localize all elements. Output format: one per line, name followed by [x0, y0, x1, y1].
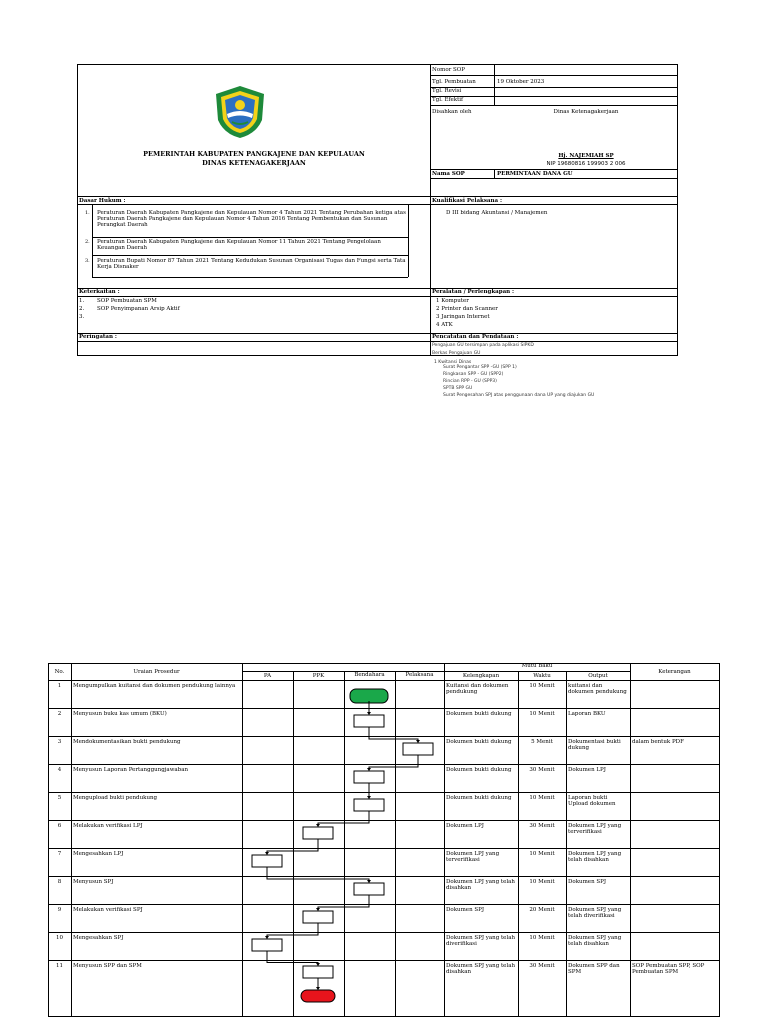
cell-kelengkapan: Dokumen bukti dukung: [446, 739, 512, 745]
flow-connector: [267, 867, 369, 883]
process-box: [252, 855, 282, 867]
disahkan-unit: Dinas Ketenagakerjaan: [553, 109, 619, 115]
cell-waktu: 5 Menit: [531, 739, 553, 745]
dasar-hukum-item-3: Peraturan Bupati Nomor 87 Tahun 2021 Tentang Kedudukan Susunan Organisasi Tugas dan Fungsi serta Tata Kerja Disnaker: [97, 258, 406, 270]
flow-connector: [369, 727, 418, 743]
process-box: [303, 966, 333, 978]
dasar-hukum-num-2: 2.: [85, 239, 90, 245]
flow-connector: [267, 839, 318, 855]
process-box: [354, 799, 384, 811]
col-header-uraian: Uraian Prosedur: [133, 669, 180, 675]
col-header-pelaksana: Pelaksana: [405, 672, 434, 678]
col-header-mutu-baku: Mutu Baku: [521, 663, 553, 669]
col-header-kelengkapan: Kelengkapan: [462, 673, 500, 679]
start-terminator: [350, 689, 388, 703]
cell-no: 2: [57, 711, 62, 717]
meta-label-tgl-revisi: Tgl. Revisi: [432, 88, 462, 94]
meta-label-nomor: Nomor SOP: [432, 67, 466, 73]
regency-logo: [212, 84, 268, 140]
process-box: [303, 911, 333, 923]
col-header-no: No.: [54, 669, 65, 675]
cell-no: 7: [57, 851, 62, 857]
flowchart: [0, 660, 768, 1020]
pencatatan-item-5: SPTB SPP GU: [443, 386, 473, 391]
sop-header-section: [0, 0, 768, 420]
cell-kelengkapan: Dokumen LPJ: [446, 823, 484, 829]
gov-name-line2: DINAS KETENAGAKERJAAN: [202, 159, 306, 167]
keterkaitan-item-2: SOP Penyimpanan Arsip Aktif: [97, 306, 180, 312]
cell-kelengkapan: Dokumen LPJ yang telah disahkan: [446, 879, 515, 891]
cell-uraian: Melakukan verifikasi SPJ: [73, 907, 143, 913]
peralatan-item-1: 1 Komputer: [436, 298, 469, 304]
cell-uraian: Mendokumentasikan bukti pendukung: [73, 739, 181, 745]
cell-ket: dalam bentuk PDF: [632, 739, 684, 745]
col-header-output: Output: [588, 673, 608, 679]
flow-connector: [318, 895, 369, 911]
pencatatan-item-3: Ringkasan SPP - GU (SPP2): [443, 372, 504, 377]
cell-output: Dokumen LPJ yang telah disahkan: [568, 851, 622, 863]
sop-name-label: Nama SOP: [432, 171, 465, 177]
col-header-pa: PA: [263, 673, 272, 679]
cell-kelengkapan: Dokumen bukti dukung: [446, 795, 512, 801]
peralatan-item-2: 2 Printer dan Scanner: [436, 306, 498, 312]
keterkaitan-num-1: 1.: [79, 298, 85, 304]
cell-waktu: 20 Menit: [529, 907, 555, 913]
procedure-table: [0, 660, 768, 1020]
cell-waktu: 10 Menit: [529, 935, 555, 941]
keterkaitan-num-2: 2.: [79, 306, 85, 312]
meta-value-tgl-pembuatan: 19 Oktober 2023: [497, 79, 545, 85]
pencatatan-item-6: Surat Pengesahan SPJ atas penggunaan dana UP yang diajukan GU: [443, 393, 595, 398]
cell-no: 5: [57, 795, 62, 801]
pencatatan-title: Pencatatan dan Pendataan :: [432, 334, 519, 340]
process-box: [354, 883, 384, 895]
col-header-bendahara: Bendahara: [354, 672, 385, 678]
pencatatan-line-2: Berkas Pengajuan GU: [432, 351, 481, 356]
cell-uraian: Mengesahkan LPJ: [73, 851, 124, 857]
sop-name-value: PERMINTAAN DANA GU: [497, 171, 573, 177]
cell-uraian: Mengumpulkan kuitansi dan dokumen pendukung lainnya: [73, 683, 236, 689]
cell-ket: SOP Pembuatan SPP, SOP Pembuatan SPM: [632, 963, 705, 975]
cell-no: 11: [56, 963, 63, 969]
flow-connector: [369, 755, 418, 771]
cell-uraian: Menyusun SPP dan SPM: [73, 963, 142, 969]
cell-uraian: Mengesahkan SPJ: [73, 935, 124, 941]
pencatatan-item-4: Rincian RPP - GU (SPP3): [443, 379, 497, 384]
kualifikasi-title: Kualifikasi Pelaksana :: [432, 198, 502, 204]
cell-output: Dokumen LPJ: [568, 767, 606, 773]
cell-output: Dokumen SPP dan SPM: [568, 963, 620, 975]
meta-label-tgl-efektif: Tgl. Efektif: [432, 97, 464, 103]
cell-no: 4: [57, 767, 62, 773]
cell-no: 8: [57, 879, 62, 885]
meta-label-tgl-pembuatan: Tgl. Pembuatan: [432, 79, 476, 85]
dasar-hukum-num-1: 1.: [85, 210, 90, 216]
dasar-hukum-num-3: 3.: [85, 258, 90, 264]
dasar-hukum-item-2: Peraturan Daerah Kabupaten Pangkajene dan Kepulauan Nomor 11 Tahun 2021 Tentang Pengelolaan Keuangan Daerah: [97, 239, 381, 251]
cell-output: Dokumentasi bukti dukung: [568, 739, 621, 751]
process-box: [354, 715, 384, 727]
cell-waktu: 10 Menit: [529, 851, 555, 857]
pencatatan-line-1: Pengajuan GU tersimpan pada aplikasi SIPKD: [432, 343, 534, 348]
col-header-ppk: PPK: [312, 673, 325, 679]
flow-connector: [318, 811, 369, 827]
peralatan-item-4: 4 ATK: [436, 322, 453, 328]
pencatatan-item-1: 1 Kwitansi Dinas: [434, 360, 472, 365]
cell-kelengkapan: Dokumen SPJ: [446, 907, 485, 913]
cell-kelengkapan: Dokumen SPJ yang telah disahkan: [446, 963, 516, 975]
cell-uraian: Mengupload bukti pendukung: [73, 795, 158, 801]
flow-connector: [267, 951, 318, 966]
col-header-waktu: Waktu: [533, 673, 551, 679]
cell-uraian: Melakukan verifikasi LPJ: [73, 823, 143, 829]
cell-output: Dokumen SPJ: [568, 879, 607, 885]
dasar-hukum-title: Dasar Hukum :: [79, 198, 126, 204]
cell-kelengkapan: Dokumen LPJ yang terverifikasi: [446, 851, 500, 863]
gov-name-line1: PEMERINTAH KABUPATEN PANGKAJENE DAN KEPULAUAN: [143, 150, 365, 158]
process-box: [354, 771, 384, 783]
col-header-keterangan: Keterangan: [658, 669, 691, 675]
cell-output: Dokumen SPJ yang telah diverifikasi: [568, 907, 622, 919]
pencatatan-item-2: Surat Pengantar SPP -GU (SPP 1): [443, 365, 517, 370]
keterkaitan-num-3: 3.: [79, 314, 85, 320]
cell-waktu: 30 Menit: [529, 767, 555, 773]
cell-no: 3: [57, 739, 62, 745]
cell-waktu: 10 Menit: [529, 711, 555, 717]
keterkaitan-item-1: SOP Pembuatan SPM: [97, 298, 157, 304]
peralatan-item-3: 3 Jaringan Internet: [436, 314, 490, 320]
cell-waktu: 10 Menit: [529, 683, 555, 689]
cell-output: Dokumen LPJ yang terverifikasi: [568, 823, 622, 835]
official-nip: NIP 19680816 199903 2 006: [546, 161, 626, 167]
cell-kelengkapan: Dokumen bukti dukung: [446, 767, 512, 773]
cell-kelengkapan: Kuitansi dan dokumen pendukung: [446, 683, 509, 695]
kualifikasi-text: D III bidang Akuntansi / Manajemen: [446, 210, 548, 216]
cell-uraian: Menyusun SPJ: [73, 879, 114, 885]
end-terminator: [301, 990, 335, 1002]
process-box: [252, 939, 282, 951]
cell-waktu: 10 Menit: [529, 795, 555, 801]
cell-no: 9: [57, 907, 62, 913]
cell-waktu: 30 Menit: [529, 823, 555, 829]
cell-waktu: 10 Menit: [529, 879, 555, 885]
cell-output: Laporan BKU: [568, 711, 606, 717]
cell-output: Dokumen SPJ yang telah disahkan: [568, 935, 622, 947]
cell-kelengkapan: Dokumen SPJ yang telah diverifikasi: [446, 935, 516, 947]
dasar-hukum-item-1: Peraturan Daerah Kabupaten Pangkajene dan Kepulauan Nomor 4 Tahun 2021 Tentang Perubahan ketiga atas Peraturan Daerah Pangkajene dan Kepulauan Nomor 4 Tahun 2016 Tentang Pembentukan dan Susunan Perangkat Daerah: [97, 210, 406, 228]
cell-waktu: 30 Menit: [529, 963, 555, 969]
official-name: Hj. NAJEMIAH SP: [558, 153, 614, 159]
cell-output: kuitansi dan dokumen pendukung: [568, 683, 627, 695]
peralatan-title: Peralatan / Perlengkapan :: [432, 289, 515, 295]
flow-connector: [267, 923, 318, 939]
peringatan-title: Peringatan :: [79, 334, 117, 340]
process-box: [303, 827, 333, 839]
cell-kelengkapan: Dokumen bukti dukung: [446, 711, 512, 717]
disahkan-label: Disahkan oleh: [432, 109, 472, 115]
cell-uraian: Menyusun Laporan Pertanggungjawaban: [73, 767, 189, 773]
process-box: [403, 743, 433, 755]
cell-uraian: Menyusun buku kas umum (BKU): [73, 711, 167, 717]
keterkaitan-title: Keterkaitan :: [79, 289, 120, 295]
cell-no: 6: [57, 823, 62, 829]
cell-no: 1: [57, 683, 62, 689]
cell-output: Laporan bukti Upload dokumen: [568, 795, 616, 807]
cell-no: 10: [56, 935, 63, 941]
